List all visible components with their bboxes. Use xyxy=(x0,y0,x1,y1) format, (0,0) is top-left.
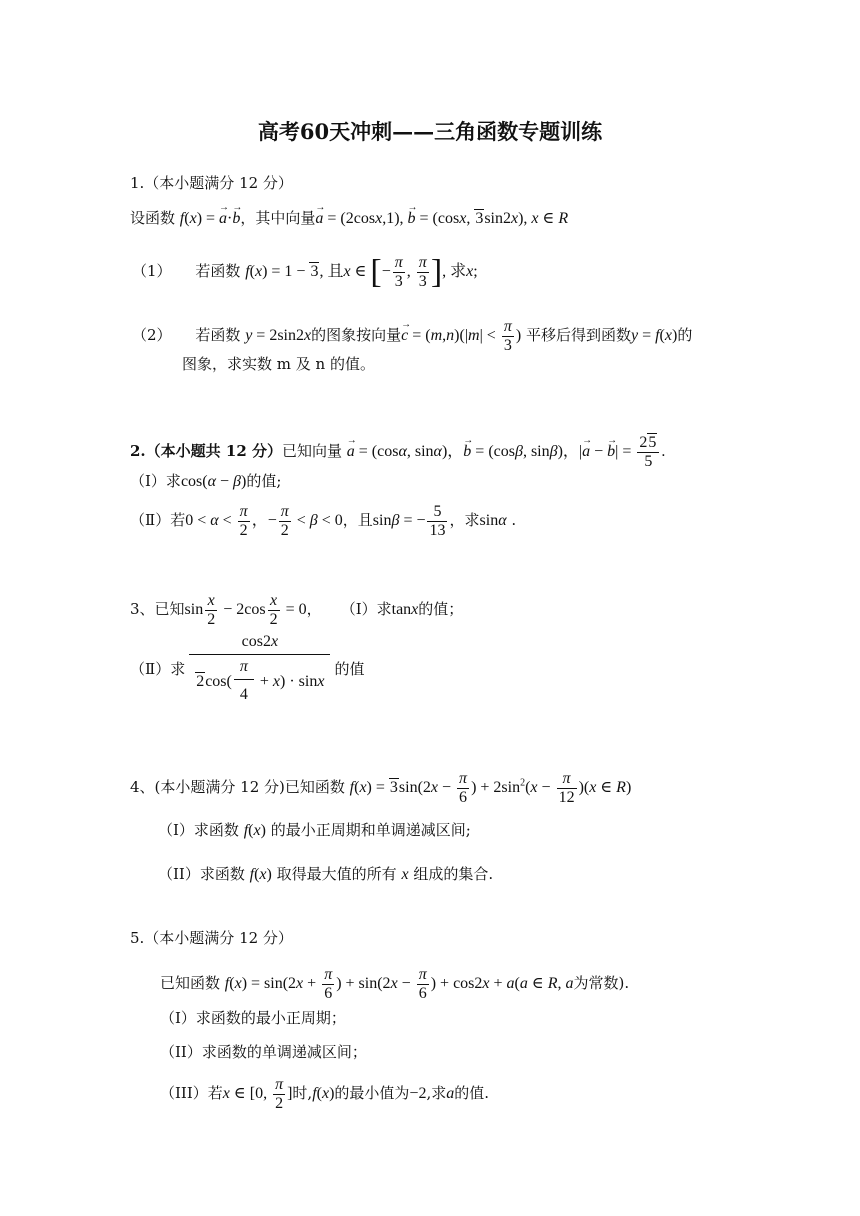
q1-part1: （1） 若函数 f(x) = 1 − 3, 且x ∈ [− $\frac{\pi}{3}$ , $\frac{\pi}{3}$ ], 求x; xyxy=(132,253,478,291)
q1-header: 1.（本小题满分 12 分） xyxy=(130,174,293,192)
page-title: 高考60天冲刺——三角函数专题训练 xyxy=(257,119,603,144)
q1-stem: 设函数 f(x) = → a·→ b，其中向量→ a = (2cosx,1), → b = (cosx, 3sin2x), x ∈ R xyxy=(130,208,568,229)
q3-part2: （Ⅱ）求 cos2x 2cos( $\frac{\pi}{4}$ + x) · sinx 的值 xyxy=(130,630,364,710)
q5-header: 5.（本小题满分 12 分） xyxy=(130,929,293,947)
q2-part1: （Ⅰ）求cos(α − β)的值; xyxy=(130,472,282,490)
q1-part2-line2: 图象，求实数 m 及 n 的值。 xyxy=(182,355,375,373)
q2-part2: （Ⅱ）若0 < α < $\frac{\pi}{2}$ ，− $\frac{\pi}{2}$ < β < 0，且sinβ = − $\frac{5}{13}$ ，求sinα . xyxy=(130,503,517,539)
q5-stem: 已知函数 f(x) = sin(2x + $\frac{\pi}{6}$ ) + sin(2x − $\frac{\pi}{6}$ ) + cos2x + a(a ∈ R, a为常数). xyxy=(160,966,630,1002)
q3-stem: 3、已知sin $\frac{x}{2}$ − 2cos $\frac{x}{2}$ = 0， （Ⅰ）求tanx的值； xyxy=(130,592,464,628)
q5-part1: （I）求函数的最小正周期； xyxy=(160,1009,346,1027)
q5-part2: （II）求函数的单调递减区间； xyxy=(160,1043,367,1061)
q2-stem: 2.（本小题共 12 分）已知向量 → a = (cosα, sinα)，→ b = (cosβ, sinβ)，|→ a − → b| = $\frac{25}{5}$ . xyxy=(130,434,665,471)
q4-stem: 4、(本小题满分 12 分)已知函数 f(x) = 3sin(2x − $\frac{\pi}{6}$ ) + $2\sin^2(x$ − $\frac{\pi}{12}$ )(x ∈ R) xyxy=(130,770,632,806)
q5-part3: （III）若x ∈ [0, $\frac{\pi}{2}$ ]时,f(x)的最小值为−2,求a的值. xyxy=(160,1076,490,1112)
q4-part1: （I）求函数 f(x) 的最小正周期和单调递减区间; xyxy=(158,821,471,839)
q1-part2: （2） 若函数 y = 2sin2x的图象按向量→ c = (m,n)(|m| < $\frac{\pi}{3}$ ) 平移后得到函数y = f(x)的 xyxy=(132,318,692,355)
q4-part2: （II）求函数 f(x) 取得最大值的所有 x 组成的集合. xyxy=(158,865,494,883)
